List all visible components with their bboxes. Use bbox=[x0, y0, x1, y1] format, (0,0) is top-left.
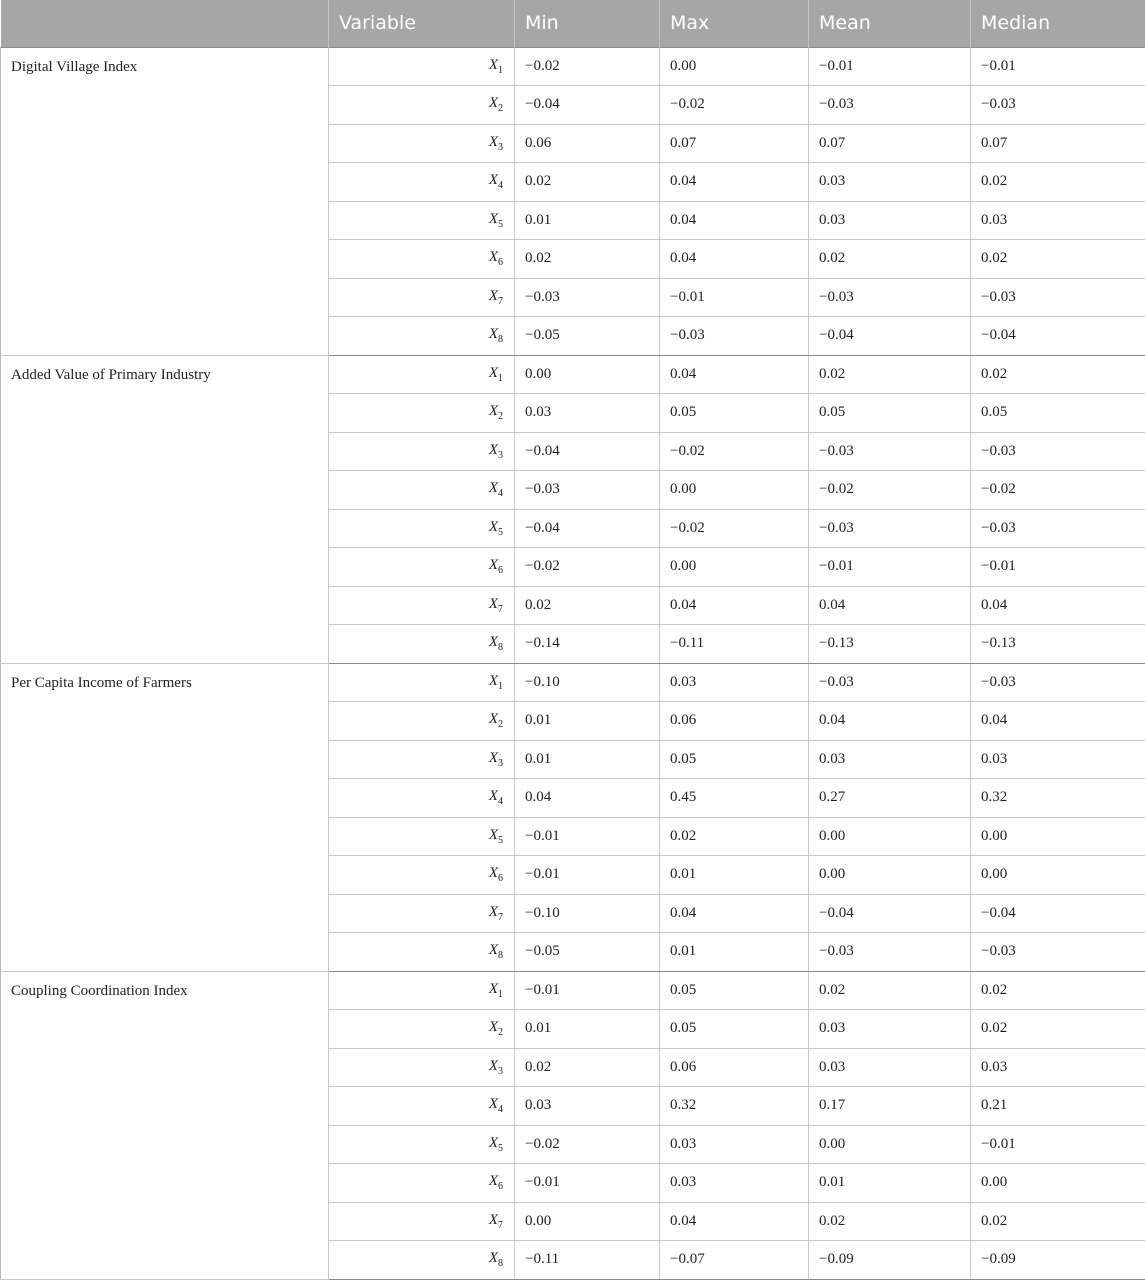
variable-symbol: X bbox=[488, 95, 498, 112]
variable-subscript: 8 bbox=[498, 1258, 503, 1270]
variable-subscript: 7 bbox=[498, 295, 503, 307]
variable-cell bbox=[329, 1087, 515, 1126]
variable-subscript: 8 bbox=[498, 950, 503, 962]
min-cell: 0.00 bbox=[515, 1202, 660, 1241]
min-cell: 0.01 bbox=[515, 740, 660, 779]
median-cell: 0.03 bbox=[971, 201, 1145, 240]
median-cell: −0.03 bbox=[971, 663, 1145, 702]
max-cell: −0.02 bbox=[660, 509, 809, 548]
variable-cell bbox=[329, 86, 515, 125]
variable-subscript: 3 bbox=[498, 757, 503, 769]
median-cell: 0.00 bbox=[971, 1164, 1145, 1203]
mean-cell: 0.04 bbox=[809, 586, 971, 625]
variable-subscript: 2 bbox=[498, 719, 503, 731]
variable-cell bbox=[329, 625, 515, 664]
variable-cell bbox=[329, 702, 515, 741]
max-cell: 0.01 bbox=[660, 856, 809, 895]
variable-subscript: 3 bbox=[498, 141, 503, 153]
min-cell: 0.02 bbox=[515, 163, 660, 202]
mean-cell: 0.02 bbox=[809, 240, 971, 279]
variable-subscript: 3 bbox=[498, 1065, 503, 1077]
median-cell: −0.01 bbox=[971, 548, 1145, 587]
mean-cell: 0.02 bbox=[809, 1202, 971, 1241]
variable-subscript: 1 bbox=[498, 988, 503, 1000]
median-cell: 0.02 bbox=[971, 163, 1145, 202]
variable-subscript: 7 bbox=[498, 1219, 503, 1231]
variable-symbol: X bbox=[488, 56, 498, 73]
median-cell: 0.03 bbox=[971, 740, 1145, 779]
min-cell: 0.01 bbox=[515, 1010, 660, 1049]
variable-cell bbox=[329, 779, 515, 818]
min-cell: 0.02 bbox=[515, 586, 660, 625]
max-cell: 0.03 bbox=[660, 663, 809, 702]
variable-cell bbox=[329, 1048, 515, 1087]
variable-cell bbox=[329, 586, 515, 625]
variable-symbol: X bbox=[488, 711, 498, 728]
variable-subscript: 6 bbox=[498, 565, 503, 577]
mean-cell: 0.01 bbox=[809, 1164, 971, 1203]
variable-symbol: X bbox=[488, 480, 498, 497]
mean-cell: −0.04 bbox=[809, 894, 971, 933]
variable-symbol: X bbox=[488, 326, 498, 343]
variable-symbol: X bbox=[488, 1019, 498, 1036]
median-cell: −0.01 bbox=[971, 1125, 1145, 1164]
variable-symbol: X bbox=[488, 249, 498, 266]
min-cell: −0.02 bbox=[515, 47, 660, 86]
variable-symbol: X bbox=[488, 172, 498, 189]
mean-cell: 0.03 bbox=[809, 1010, 971, 1049]
median-cell: −0.03 bbox=[971, 432, 1145, 471]
variable-symbol: X bbox=[488, 826, 498, 843]
mean-cell: −0.09 bbox=[809, 1241, 971, 1280]
max-cell: 0.45 bbox=[660, 779, 809, 818]
variable-cell bbox=[329, 548, 515, 587]
variable-cell bbox=[329, 432, 515, 471]
max-cell: 0.05 bbox=[660, 740, 809, 779]
variable-subscript: 7 bbox=[498, 603, 503, 615]
min-cell: 0.02 bbox=[515, 240, 660, 279]
max-cell: 0.05 bbox=[660, 1010, 809, 1049]
variable-symbol: X bbox=[488, 287, 498, 304]
variable-symbol: X bbox=[488, 672, 498, 689]
variable-symbol: X bbox=[488, 1173, 498, 1190]
variable-symbol: X bbox=[488, 557, 498, 574]
max-cell: 0.01 bbox=[660, 933, 809, 972]
mean-cell: −0.03 bbox=[809, 663, 971, 702]
variable-symbol: X bbox=[488, 980, 498, 997]
variable-symbol: X bbox=[488, 788, 498, 805]
table-row bbox=[1, 47, 1145, 86]
variable-subscript: 4 bbox=[498, 180, 503, 192]
variable-subscript: 4 bbox=[498, 488, 503, 500]
max-cell: 0.05 bbox=[660, 971, 809, 1010]
mean-cell: −0.03 bbox=[809, 432, 971, 471]
header-row bbox=[1, 0, 1145, 47]
max-cell: 0.00 bbox=[660, 471, 809, 510]
median-cell: −0.01 bbox=[971, 47, 1145, 86]
min-cell: 0.04 bbox=[515, 779, 660, 818]
min-cell: −0.02 bbox=[515, 548, 660, 587]
median-cell: 0.02 bbox=[971, 1202, 1145, 1241]
max-cell: 0.07 bbox=[660, 124, 809, 163]
mean-cell: 0.00 bbox=[809, 817, 971, 856]
mean-cell: 0.07 bbox=[809, 124, 971, 163]
mean-cell: 0.17 bbox=[809, 1087, 971, 1126]
variable-subscript: 6 bbox=[498, 873, 503, 885]
variable-subscript: 7 bbox=[498, 911, 503, 923]
header-max: Max bbox=[660, 0, 809, 47]
variable-cell bbox=[329, 740, 515, 779]
median-cell: 0.03 bbox=[971, 1048, 1145, 1087]
variable-subscript: 4 bbox=[498, 796, 503, 808]
median-cell: −0.03 bbox=[971, 278, 1145, 317]
max-cell: 0.32 bbox=[660, 1087, 809, 1126]
header-min: Min bbox=[515, 0, 660, 47]
max-cell: 0.06 bbox=[660, 1048, 809, 1087]
variable-cell bbox=[329, 971, 515, 1010]
max-cell: 0.04 bbox=[660, 355, 809, 394]
min-cell: 0.02 bbox=[515, 1048, 660, 1087]
mean-cell: 0.03 bbox=[809, 740, 971, 779]
mean-cell: 0.02 bbox=[809, 971, 971, 1010]
variable-symbol: X bbox=[488, 865, 498, 882]
variable-cell bbox=[329, 163, 515, 202]
variable-cell bbox=[329, 509, 515, 548]
max-cell: 0.00 bbox=[660, 47, 809, 86]
variable-subscript: 1 bbox=[498, 64, 503, 76]
mean-cell: 0.03 bbox=[809, 1048, 971, 1087]
header-variable: Variable bbox=[329, 0, 515, 47]
max-cell: 0.04 bbox=[660, 201, 809, 240]
table-row bbox=[1, 663, 1145, 702]
variable-subscript: 5 bbox=[498, 834, 503, 846]
median-cell: 0.02 bbox=[971, 971, 1145, 1010]
median-cell: −0.13 bbox=[971, 625, 1145, 664]
median-cell: 0.02 bbox=[971, 355, 1145, 394]
variable-subscript: 4 bbox=[498, 1104, 503, 1116]
variable-symbol: X bbox=[488, 1211, 498, 1228]
mean-cell: −0.04 bbox=[809, 317, 971, 356]
max-cell: 0.05 bbox=[660, 394, 809, 433]
mean-cell: −0.01 bbox=[809, 548, 971, 587]
min-cell: −0.04 bbox=[515, 86, 660, 125]
variable-symbol: X bbox=[488, 942, 498, 959]
variable-subscript: 2 bbox=[498, 1027, 503, 1039]
median-cell: 0.00 bbox=[971, 856, 1145, 895]
max-cell: 0.04 bbox=[660, 586, 809, 625]
mean-cell: −0.03 bbox=[809, 509, 971, 548]
min-cell: −0.11 bbox=[515, 1241, 660, 1280]
max-cell: −0.02 bbox=[660, 432, 809, 471]
mean-cell: −0.02 bbox=[809, 471, 971, 510]
variable-symbol: X bbox=[488, 749, 498, 766]
max-cell: 0.04 bbox=[660, 163, 809, 202]
min-cell: 0.00 bbox=[515, 355, 660, 394]
variable-symbol: X bbox=[488, 903, 498, 920]
median-cell: 0.21 bbox=[971, 1087, 1145, 1126]
mean-cell: 0.05 bbox=[809, 394, 971, 433]
median-cell: −0.03 bbox=[971, 509, 1145, 548]
max-cell: 0.00 bbox=[660, 548, 809, 587]
median-cell: −0.04 bbox=[971, 317, 1145, 356]
max-cell: 0.06 bbox=[660, 702, 809, 741]
header-median: Median bbox=[971, 0, 1145, 47]
variable-cell bbox=[329, 201, 515, 240]
min-cell: −0.01 bbox=[515, 1164, 660, 1203]
table-body bbox=[1, 47, 1145, 1279]
min-cell: 0.03 bbox=[515, 1087, 660, 1126]
variable-cell bbox=[329, 124, 515, 163]
variable-subscript: 6 bbox=[498, 257, 503, 269]
variable-cell bbox=[329, 663, 515, 702]
median-cell: −0.03 bbox=[971, 933, 1145, 972]
min-cell: −0.01 bbox=[515, 971, 660, 1010]
variable-cell bbox=[329, 1125, 515, 1164]
median-cell: 0.05 bbox=[971, 394, 1145, 433]
max-cell: 0.04 bbox=[660, 1202, 809, 1241]
max-cell: 0.03 bbox=[660, 1125, 809, 1164]
max-cell: −0.01 bbox=[660, 278, 809, 317]
variable-symbol: X bbox=[488, 595, 498, 612]
mean-cell: −0.03 bbox=[809, 278, 971, 317]
mean-cell: 0.02 bbox=[809, 355, 971, 394]
mean-cell: −0.03 bbox=[809, 933, 971, 972]
header-empty bbox=[1, 0, 329, 47]
min-cell: −0.03 bbox=[515, 278, 660, 317]
max-cell: −0.07 bbox=[660, 1241, 809, 1280]
min-cell: −0.04 bbox=[515, 432, 660, 471]
variable-symbol: X bbox=[488, 210, 498, 227]
min-cell: −0.10 bbox=[515, 663, 660, 702]
variable-subscript: 5 bbox=[498, 526, 503, 538]
max-cell: −0.11 bbox=[660, 625, 809, 664]
group-label: Added Value of Primary Industry bbox=[1, 355, 329, 663]
variable-cell bbox=[329, 394, 515, 433]
variable-subscript: 1 bbox=[498, 680, 503, 692]
variable-symbol: X bbox=[488, 133, 498, 150]
min-cell: −0.03 bbox=[515, 471, 660, 510]
median-cell: 0.02 bbox=[971, 240, 1145, 279]
max-cell: 0.04 bbox=[660, 894, 809, 933]
max-cell: −0.02 bbox=[660, 86, 809, 125]
variable-cell bbox=[329, 1241, 515, 1280]
variable-symbol: X bbox=[488, 1096, 498, 1113]
mean-cell: 0.03 bbox=[809, 201, 971, 240]
variable-cell bbox=[329, 1164, 515, 1203]
mean-cell: 0.03 bbox=[809, 163, 971, 202]
variable-subscript: 5 bbox=[498, 218, 503, 230]
mean-cell: 0.00 bbox=[809, 1125, 971, 1164]
variable-cell bbox=[329, 1010, 515, 1049]
variable-cell bbox=[329, 894, 515, 933]
min-cell: 0.01 bbox=[515, 702, 660, 741]
mean-cell: 0.00 bbox=[809, 856, 971, 895]
median-cell: −0.04 bbox=[971, 894, 1145, 933]
min-cell: −0.14 bbox=[515, 625, 660, 664]
group-label: Coupling Coordination Index bbox=[1, 971, 329, 1279]
min-cell: −0.05 bbox=[515, 933, 660, 972]
header-mean: Mean bbox=[809, 0, 971, 47]
median-cell: −0.03 bbox=[971, 86, 1145, 125]
variable-subscript: 8 bbox=[498, 642, 503, 654]
variable-cell bbox=[329, 856, 515, 895]
variable-symbol: X bbox=[488, 441, 498, 458]
min-cell: −0.04 bbox=[515, 509, 660, 548]
variable-symbol: X bbox=[488, 403, 498, 420]
median-cell: 0.04 bbox=[971, 586, 1145, 625]
variable-cell bbox=[329, 240, 515, 279]
mean-cell: −0.01 bbox=[809, 47, 971, 86]
variable-cell bbox=[329, 933, 515, 972]
group-label: Digital Village Index bbox=[1, 47, 329, 355]
mean-cell: 0.04 bbox=[809, 702, 971, 741]
min-cell: 0.06 bbox=[515, 124, 660, 163]
variable-symbol: X bbox=[488, 634, 498, 651]
variable-symbol: X bbox=[488, 518, 498, 535]
variable-subscript: 3 bbox=[498, 449, 503, 461]
table-row bbox=[1, 971, 1145, 1010]
median-cell: 0.04 bbox=[971, 702, 1145, 741]
variable-cell bbox=[329, 1202, 515, 1241]
mean-cell: −0.03 bbox=[809, 86, 971, 125]
variable-subscript: 5 bbox=[498, 1142, 503, 1154]
max-cell: 0.03 bbox=[660, 1164, 809, 1203]
mean-cell: 0.27 bbox=[809, 779, 971, 818]
variable-cell bbox=[329, 355, 515, 394]
mean-cell: −0.13 bbox=[809, 625, 971, 664]
median-cell: 0.02 bbox=[971, 1010, 1145, 1049]
median-cell: −0.09 bbox=[971, 1241, 1145, 1280]
variable-cell bbox=[329, 317, 515, 356]
max-cell: 0.02 bbox=[660, 817, 809, 856]
table-row bbox=[1, 355, 1145, 394]
variable-symbol: X bbox=[488, 1134, 498, 1151]
median-cell: 0.07 bbox=[971, 124, 1145, 163]
max-cell: 0.04 bbox=[660, 240, 809, 279]
table-header bbox=[1, 0, 1145, 47]
variable-symbol: X bbox=[488, 364, 498, 381]
variable-subscript: 2 bbox=[498, 103, 503, 115]
variable-cell bbox=[329, 47, 515, 86]
variable-subscript: 8 bbox=[498, 334, 503, 346]
min-cell: −0.05 bbox=[515, 317, 660, 356]
median-cell: −0.02 bbox=[971, 471, 1145, 510]
variable-symbol: X bbox=[488, 1250, 498, 1267]
median-cell: 0.00 bbox=[971, 817, 1145, 856]
group-label: Per Capita Income of Farmers bbox=[1, 663, 329, 971]
variable-symbol: X bbox=[488, 1057, 498, 1074]
min-cell: −0.01 bbox=[515, 856, 660, 895]
min-cell: 0.01 bbox=[515, 201, 660, 240]
min-cell: −0.01 bbox=[515, 817, 660, 856]
min-cell: −0.02 bbox=[515, 1125, 660, 1164]
max-cell: −0.03 bbox=[660, 317, 809, 356]
min-cell: 0.03 bbox=[515, 394, 660, 433]
min-cell: −0.10 bbox=[515, 894, 660, 933]
variable-subscript: 6 bbox=[498, 1181, 503, 1193]
variable-subscript: 1 bbox=[498, 372, 503, 384]
median-cell: 0.32 bbox=[971, 779, 1145, 818]
variable-subscript: 2 bbox=[498, 411, 503, 423]
variable-cell bbox=[329, 278, 515, 317]
variable-cell bbox=[329, 817, 515, 856]
variable-cell bbox=[329, 471, 515, 510]
